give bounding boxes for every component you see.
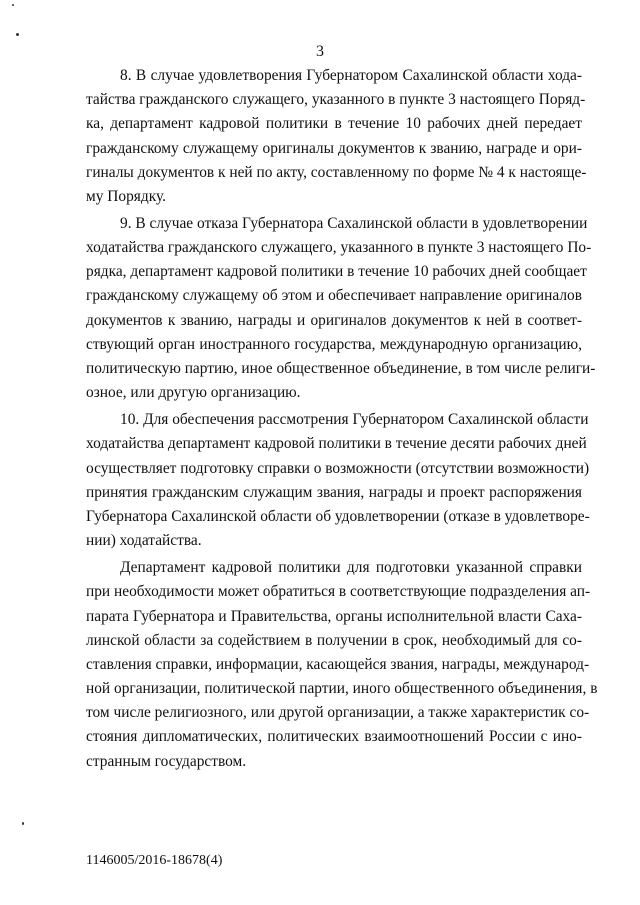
text-line: при необходимости может обратиться в соответствующие подразделения ап-: [86, 583, 591, 601]
text-line: нии) ходатайства.: [86, 532, 202, 550]
text-line: 10. Для обеспечения рассмотрения Губернатором Сахалинской области: [120, 411, 589, 429]
text-line: осуществляет подготовку справки о возможности (отсутствии возможности): [86, 459, 590, 477]
paragraph-9: [86, 212, 596, 406]
text-line: озное, или другую организацию.: [86, 384, 301, 402]
scan-speck: [22, 822, 24, 825]
text-line: му Порядку.: [86, 187, 166, 205]
text-line: ка, департамент кадровой политики в течение 10 рабочих дней передает: [86, 115, 582, 133]
text-line: гражданскому служащему оригиналы документов к званию, награде и ори-: [86, 139, 582, 157]
text-line: тайства гражданского служащего, указанного в пункте 3 настоящего Поряд-: [86, 91, 586, 109]
text-line: рядка, департамент кадровой политики в течение 10 рабочих дней сообщает: [86, 263, 587, 281]
text-line: стояния дипломатических, политических взаимоотношений России с ино-: [86, 728, 582, 746]
text-line: ной организации, политической партии, иного общественного объединения, в: [86, 680, 598, 698]
text-line: документов к званию, награды и оригиналов документов к ней в соответ-: [86, 311, 582, 329]
text-line: гражданскому служащему об этом и обеспечивает направление оригиналов: [86, 287, 582, 305]
text-line: том числе религиозного, или другой организации, а также характеристик со-: [86, 704, 590, 722]
document-code: 1146005/2016-18678(4): [86, 853, 223, 868]
paragraph-8: [86, 64, 587, 209]
text-line: ходатайства гражданского служащего, указанного в пункте 3 настоящего По-: [86, 239, 592, 257]
scan-speck: [12, 4, 14, 6]
text-line: принятия гражданским служащим звания, награды и проект распоряжения: [86, 483, 582, 501]
text-line: 9. В случае отказа Губернатора Сахалинской области в удовлетворении: [120, 214, 588, 232]
text-line: политическую партию, иное общественное объединение, в том числе религи-: [86, 360, 596, 378]
text-line: странным государством.: [86, 752, 247, 770]
text-line: 8. В случае удовлетворения Губернатором Сахалинской области хода-: [120, 67, 582, 84]
paragraph-10: [86, 408, 590, 553]
scan-speck: [16, 33, 19, 36]
text-line: ствующий орган иностранного государства, международную организацию,: [86, 335, 582, 353]
text-line: линской области за содействием в получении в срок, необходимый для со-: [86, 631, 582, 649]
document-body: [86, 64, 598, 774]
text-line: ходатайства департамент кадровой политики в течение десяти рабочих дней: [86, 435, 587, 453]
text-line: парата Губернатора и Правительства, органы исполнительной власти Саха-: [86, 607, 582, 625]
text-line: гиналы документов к ней по акту, составленному по форме № 4 к настояще-: [86, 163, 587, 181]
text-line: Департамент кадровой политики для подготовки указанной справки: [120, 559, 582, 577]
paragraph-department: [86, 556, 598, 774]
text-line: Губернатора Сахалинской области об удовлетворении (отказе в удовлетворе-: [86, 507, 590, 525]
text-line: ставления справки, информации, касающейся звания, награды, международ-: [86, 655, 590, 673]
page-number: 3: [316, 43, 324, 60]
